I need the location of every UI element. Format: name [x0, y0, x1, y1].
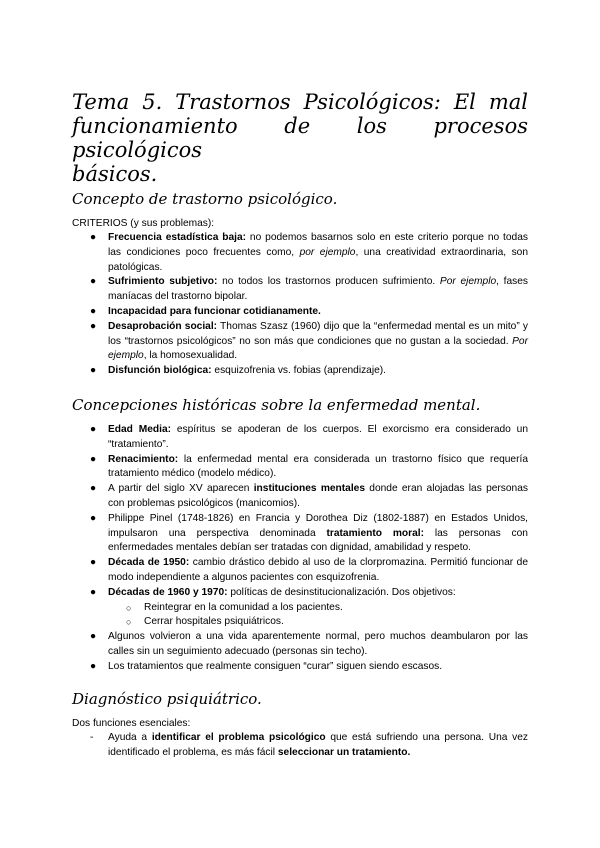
list-item: ● A partir del siglo XV aparecen instituciones mentales donde eran alojadas las personas con problemas psicológicos (manicomios).: [90, 483, 528, 509]
list-item: ● Desaprobación social: Thomas Szasz (1960) dijo que la “enfermedad mental es un mito” y los “trastornos psicológicos” no son más que condiciones que no gustan a la sociedad. Por ejemplo, la homosexualidad.: [90, 320, 528, 362]
bullet-icon: ●: [90, 424, 97, 435]
bullet-icon: ●: [90, 631, 97, 643]
list-item: ● Renacimiento: la enfermedad mental era considerada un trastorno físico que requería tratamiento médico (modelo médico).: [90, 453, 528, 480]
list-item: ● Los tratamientos que realmente consiguen “curar” siguen siendo escasos.: [72, 660, 528, 675]
bullet-icon: ●: [90, 320, 97, 332]
list-item: ● Algunos volvieron a una vida aparentemente normal, pero muchos deambularon por las calles sin un seguimiento adecuado (personas sin techo).: [90, 631, 528, 657]
sub-list-item: ○ Reintegrar en la comunidad a los pacientes.: [108, 601, 528, 616]
bullet-icon: ●: [90, 660, 97, 672]
history-list: [72, 423, 528, 675]
list-item: ● Sufrimiento subjetivo: no todos los trastornos producen sufrimiento. Por ejemplo, fases maníacas del trastorno bipolar.: [90, 276, 528, 303]
list-item: ● Frecuencia estadística baja: no podemos basarnos solo en este criterio porque no todas las condiciones poco frecuentes como, por ejemplo, una creatividad extraordinaria, son patológicas.: [90, 232, 528, 273]
list-item: ● Disfunción biológica: esquizofrenia vs. fobias (aprendizaje).: [72, 364, 528, 379]
dash-bullet-icon: -: [90, 732, 94, 743]
bullet-icon: ●: [90, 557, 97, 569]
list-item: ● Incapacidad para funcionar cotidianamente.: [72, 305, 528, 320]
bullet-icon: ●: [90, 512, 97, 524]
diagnosis-intro: Dos funciones esenciales:: [72, 718, 191, 729]
section-heading-diagnostico: Diagnóstico psiquiátrico.: [72, 690, 262, 708]
section-heading-concepto: Concepto de trastorno psicológico.: [72, 190, 338, 208]
document-title: [72, 90, 528, 186]
bullet-icon: ●: [90, 232, 97, 243]
bullet-icon: ●: [90, 365, 97, 377]
circle-bullet-icon: ○: [126, 617, 132, 628]
title-line: Tema 5. Trastornos Psicológicos: El mal: [72, 90, 528, 114]
sub-list-item: ○ Cerrar hospitales psiquiátricos.: [108, 615, 528, 630]
list-item: ● Décadas de 1960 y 1970: políticas de desinstitucionalización. Dos objetivos: ○ Reintegrar en la comunidad a los pacientes. ○ Cerrar hospitales psiquiátricos.: [72, 586, 528, 630]
bullet-icon: ●: [90, 305, 97, 317]
section-heading-concepciones: Concepciones históricas sobre la enfermedad mental.: [72, 396, 481, 414]
bullet-icon: ●: [90, 276, 97, 288]
diagnosis-list: [72, 731, 528, 761]
list-item: ● Década de 1950: cambio drástico debido al uso de la clorpromazina. Permitió funcionar de modo independiente a algunos pacientes con esquizofrenia.: [90, 557, 528, 583]
list-item: ● Philippe Pinel (1748-1826) en Francia y Dorothea Diz (1802-1887) en Estados Unidos, impulsaron una perspectiva denominada tratamiento moral: las personas con enfermedades mentales debían ser tratadas con dignidad, amabilidad y respeto.: [90, 512, 528, 554]
title-line: funcionamiento de los procesos psicológicos: [72, 114, 528, 162]
sub-list: [108, 601, 528, 631]
title-line: básicos.: [72, 162, 158, 186]
circle-bullet-icon: ○: [126, 602, 132, 613]
bullet-icon: ●: [90, 483, 97, 495]
list-item: ● Edad Media: espíritus se apoderan de los cuerpos. El exorcismo era considerado un “tratamiento”.: [90, 424, 528, 450]
criteria-intro: CRITERIOS (y sus problemas):: [72, 218, 215, 229]
bullet-icon: ●: [90, 586, 97, 598]
bullet-icon: ●: [90, 453, 97, 465]
criteria-list: [72, 231, 528, 379]
list-item: - Ayuda a identificar el problema psicológico que está sufriendo una persona. Una vez identificado el problema, es más fácil seleccionar un tratamiento.: [90, 732, 528, 758]
